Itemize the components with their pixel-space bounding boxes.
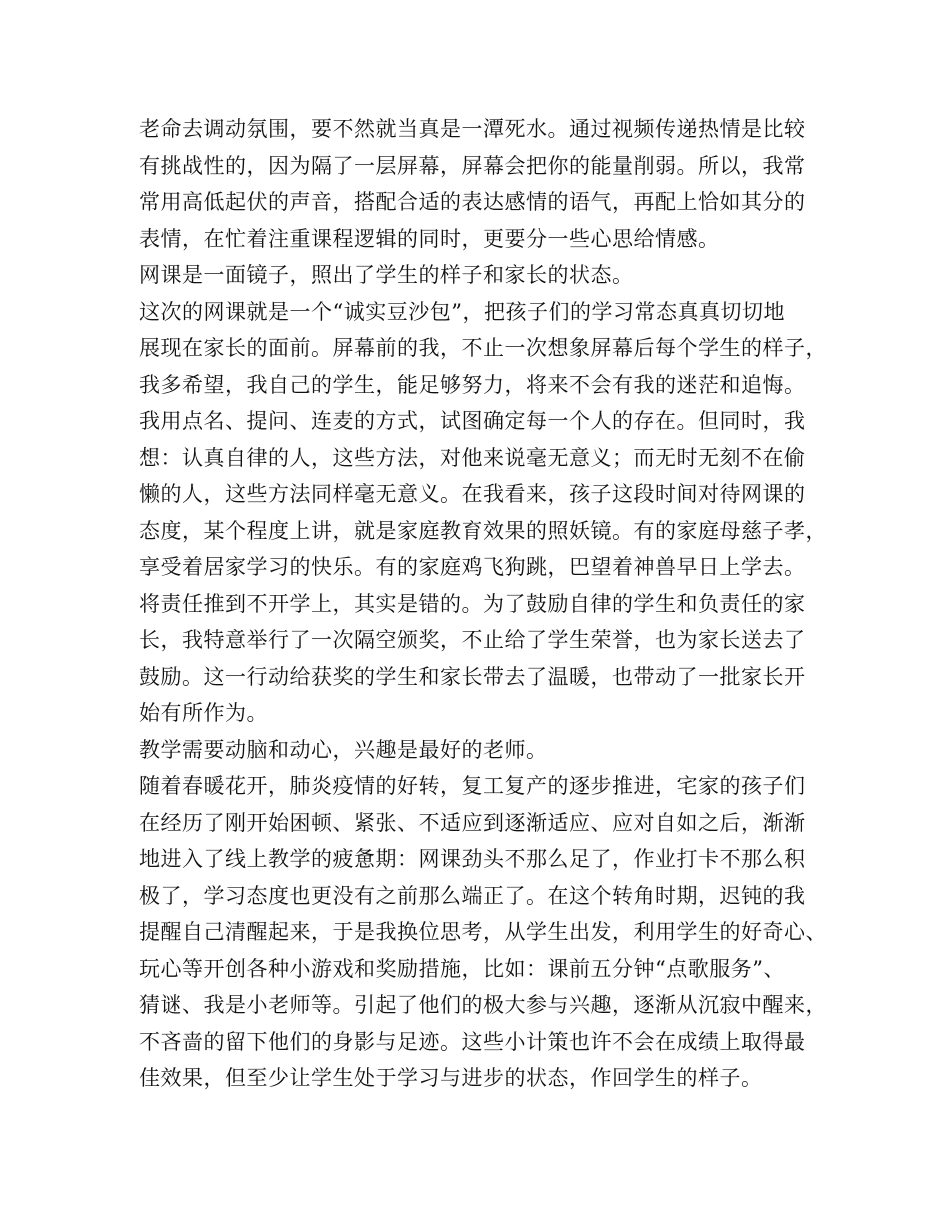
text-line: 长，我特意举行了一次隔空颁奖，不止给了学生荣誉，也为家长送去了 bbox=[139, 628, 806, 652]
text-line: 懒的人，这些方法同样毫无意义。在我看来，孩子这段时间对待网课的 bbox=[139, 482, 806, 506]
text-line: 老命去调动氛围，要不然就当真是一潭死水。通过视频传递热情是比较 bbox=[139, 117, 806, 141]
text-line: 猜谜、我是小老师等。引起了他们的极大参与兴趣，逐渐从沉寂中醒来， bbox=[139, 993, 827, 1017]
section-heading: 教学需要动脑和动心，兴趣是最好的老师。 bbox=[139, 737, 548, 762]
text-line: 随着春暖花开，肺炎疫情的好转，复工复产的逐步推进，宅家的孩子们 bbox=[139, 774, 806, 798]
text-line: 我用点名、提问、连麦的方式，试图确定每一个人的存在。但同时，我 bbox=[139, 409, 806, 433]
document-body bbox=[139, 111, 827, 1097]
text-line: 地进入了线上教学的疲惫期：网课劲头不那么足了，作业打卡不那么积 bbox=[139, 847, 806, 871]
text-line: 展现在家长的面前。屏幕前的我，不止一次想象屏幕后每个学生的样子， bbox=[139, 336, 827, 360]
text-line: 鼓励。这一行动给获奖的学生和家长带去了温暖，也带动了一批家长开 bbox=[139, 664, 806, 689]
text-line: 享受着居家学习的快乐。有的家庭鸡飞狗跳，巴望着神兽早日上学去。 bbox=[139, 555, 806, 579]
text-line: 佳效果，但至少让学生处于学习与进步的状态，作回学生的样子。 bbox=[139, 1066, 763, 1090]
text-line: 极了，学习态度也更没有之前那么端正了。在这个转角时期，迟钝的我 bbox=[139, 883, 806, 908]
text-line: 始有所作为。 bbox=[139, 701, 268, 725]
text-line: 态度，某个程度上讲，就是家庭教育效果的照妖镜。有的家庭母慈子孝， bbox=[139, 518, 827, 543]
text-line: 玩心等开创各种小游戏和奖励措施，比如：课前五分钟“点歌服务”、 bbox=[139, 956, 785, 981]
text-line: 我多希望，我自己的学生，能足够努力，将来不会有我的迷茫和追悔。 bbox=[139, 372, 806, 397]
text-line: 将责任推到不开学上，其实是错的。为了鼓励自律的学生和负责任的家 bbox=[139, 591, 806, 616]
text-line: 有挑战性的，因为隔了一层屏幕，屏幕会把你的能量削弱。所以，我常 bbox=[139, 153, 806, 178]
text-line: 在经历了刚开始困顿、紧张、不适应到逐渐适应、应对自如之后，渐渐 bbox=[139, 810, 806, 835]
text-line: 表情，在忙着注重课程逻辑的同时，更要分一些心思给情感。 bbox=[139, 226, 720, 251]
text-line: 不吝啬的留下他们的身影与足迹。这些小计策也许不会在成绩上取得最 bbox=[139, 1029, 806, 1054]
section-heading: 网课是一面镜子，照出了学生的样子和家长的状态。 bbox=[139, 263, 634, 287]
text-line: 常用高低起伏的声音，搭配合适的表达感情的语气，再配上恰如其分的 bbox=[139, 190, 806, 214]
text-line: 想：认真自律的人，这些方法，对他来说毫无意义；而无时无刻不在偷 bbox=[139, 445, 806, 470]
text-line: 这次的网课就是一个“诚实豆沙包”，把孩子们的学习常态真真切切地 bbox=[139, 299, 785, 324]
text-line: 提醒自己清醒起来，于是我换位思考，从学生出发，利用学生的好奇心、 bbox=[139, 920, 827, 944]
